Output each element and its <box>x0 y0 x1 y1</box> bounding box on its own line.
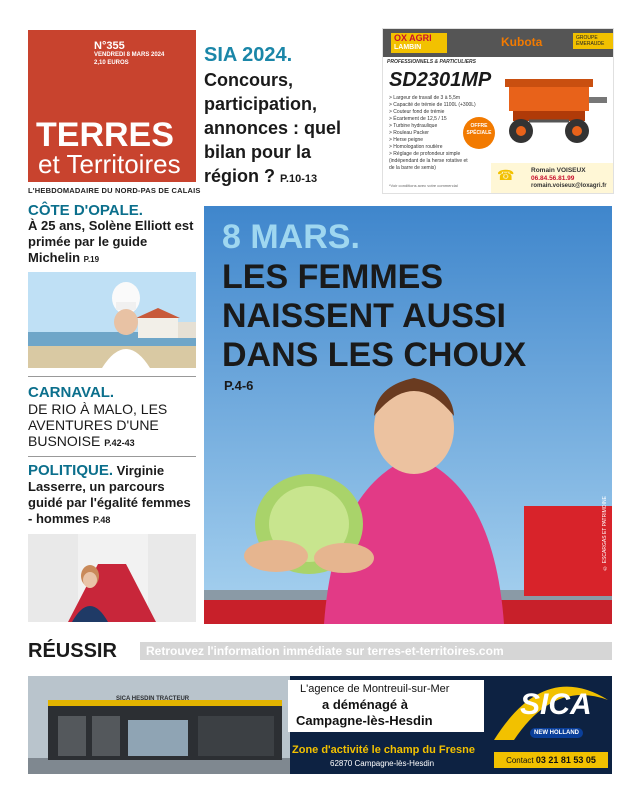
cote-headline-text: À 25 ans, Solène Elliott est primée par le guide Michelin <box>28 218 194 265</box>
spec-line: > Herse peigne <box>389 137 424 143</box>
chef-photo <box>28 272 196 368</box>
politician-photo <box>28 534 196 622</box>
masthead <box>28 30 196 182</box>
contact-email: romain.voiseux@loxagri.fr <box>531 183 607 189</box>
advert-subtitle: PROFESSIONNELS & PARTICULIERS <box>387 59 476 65</box>
advert-conditions: *Voir conditions avec votre commercial <box>389 183 458 188</box>
carnaval-headline-text: DE RIO À MALO, LES AVENTURES D'UNE BUSNOISE <box>28 401 168 449</box>
carnaval-headline[interactable] <box>28 401 200 451</box>
sia-headline[interactable] <box>204 68 364 191</box>
tagline: L'HEBDOMADAIRE DU NORD-PAS DE CALAIS <box>28 186 201 195</box>
phone-icon: ☎ <box>497 167 515 183</box>
hero-story[interactable] <box>204 206 612 624</box>
offer-badge: OFFRE SPÉCIALE <box>463 117 495 149</box>
groupe-badge: GROUPE ÉMERAUDE <box>573 33 613 49</box>
cote-kicker: CÔTE D'OPALE. <box>28 202 143 219</box>
issue-price: 2,10 EUROS <box>94 60 129 66</box>
photo-credit: © ESCARGAS ET PATRIMOINE <box>602 496 608 571</box>
building-sign: SICA HESDIN TRACTEUR <box>116 696 190 702</box>
advert-line3: Campagne-lès-Hesdin <box>296 713 433 728</box>
contact-phone-number: 03 21 81 53 05 <box>535 755 596 765</box>
cote-headline[interactable] <box>28 218 196 268</box>
reussir-logo: RÉUSSIR <box>28 640 117 662</box>
sia-headline-text: Concours, participation, annonces : quel bilan pour la région ? <box>204 70 342 186</box>
contact-name: Romain VOISEUX <box>531 167 586 174</box>
hero-kicker: 8 MARS. <box>222 218 360 256</box>
spec-line: > Homologation routière <box>389 144 443 150</box>
title-territoires: et Territoires <box>38 149 181 179</box>
advert-address: 62870 Campagne-lès-Hesdin <box>330 759 435 768</box>
spec-line: > Couteur fond de trémie <box>389 109 445 115</box>
advert-line2: a déménagé à <box>322 697 408 712</box>
hero-page: P.4-6 <box>224 378 254 393</box>
contact-phone: 06.84.56.81.99 <box>531 175 575 182</box>
divider <box>28 376 196 377</box>
divider <box>28 456 196 457</box>
politique-headline[interactable] <box>28 463 196 528</box>
carnaval-kicker: CARNAVAL. <box>28 384 115 401</box>
spec-line: > Écartement de 12,5 / 15 <box>389 116 447 122</box>
hero-headline: LES FEMMES NAISSENT AUSSI DANS LES CHOUX <box>222 258 527 374</box>
spec-line: > Capacité de trémie de 1100L (+300L) <box>389 102 476 108</box>
advert-loxagri[interactable] <box>382 28 614 194</box>
sica-building-photo <box>28 676 290 774</box>
spec-line: > Largeur de travail de 3 à 5,5m <box>389 95 461 101</box>
cote-page: P.19 <box>83 255 100 264</box>
issue-number: N°355 <box>94 40 125 52</box>
advert-line1: L'agence de Montreuil-sur-Mer <box>300 683 450 695</box>
kubota-logo: Kubota <box>501 35 543 49</box>
sica-logo: SICA <box>520 688 592 721</box>
spec-line: > Turbine hydraulique <box>389 123 438 129</box>
issue-date: VENDREDI 8 MARS 2024 <box>94 52 165 58</box>
sia-page: P.10-13 <box>280 173 318 185</box>
contact-label: Contact <box>506 756 534 765</box>
loxagri-logo <box>391 33 447 53</box>
seeder-machine-image <box>499 67 611 157</box>
sica-contact[interactable] <box>494 752 608 768</box>
website-link[interactable]: Retrouvez l'information immédiate sur terres-et-territoires.com <box>140 642 612 660</box>
lambin-logo-text: LAMBIN <box>394 44 422 51</box>
loxagri-logo-text: OX AGRI <box>394 33 432 43</box>
spec-line: > Rouleau Packer <box>389 130 429 136</box>
title-terres: TERRES <box>36 116 174 154</box>
sia-kicker: SIA 2024. <box>204 44 293 66</box>
politique-kicker: POLITIQUE. <box>28 462 114 479</box>
politique-headline-text: Virginie Lasserre, un parcours guidé par l'égalité femmes - hommes <box>28 463 191 526</box>
advert-model: SD2301MP <box>389 69 492 91</box>
new-holland-logo: NEW HOLLAND <box>530 728 583 738</box>
advert-zone: Zone d'activité le champ du Fresne <box>292 744 475 756</box>
politique-page: P.48 <box>93 515 111 525</box>
spec-line: > Réglage de profondeur simple (indépendant de la herse rotative et de la barre de semis) <box>389 151 468 171</box>
carnaval-page: P.42-43 <box>104 438 135 448</box>
